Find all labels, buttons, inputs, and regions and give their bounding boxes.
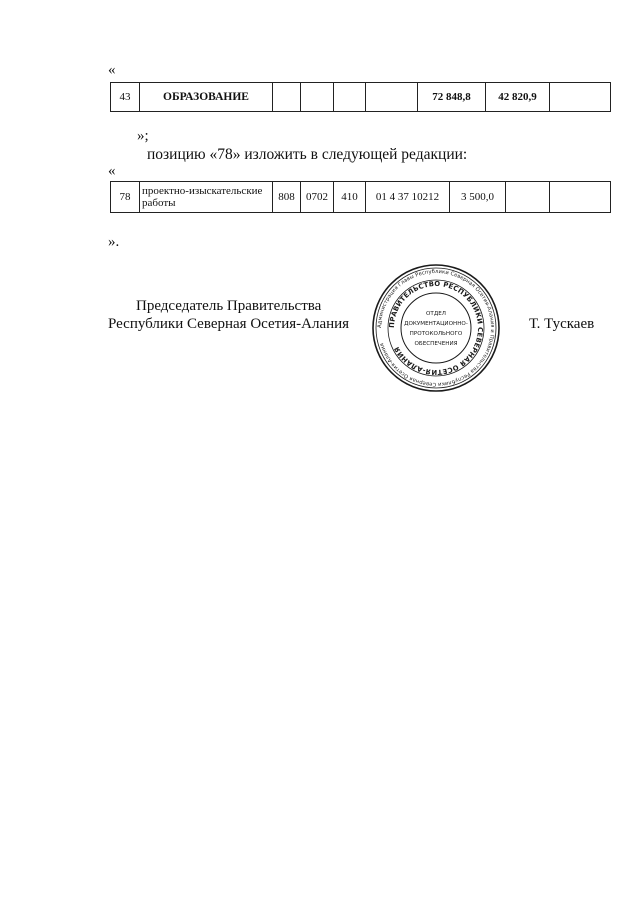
close-quote-1: »; [137,128,149,144]
table-row-43 [110,82,611,112]
seal-inner-text: ПРАВИТЕЛЬСТВО РЕСПУБЛИКИ СЕВЕРНАЯ ОСЕТИЯ-АЛАНИЯ [387,279,485,377]
cell-expense-type: 410 [334,182,366,213]
seal-center-line-4: ОБЕСПЕЧЕНИЯ [414,341,458,347]
cell-name: ОБРАЗОВАНИЕ [140,83,273,112]
official-seal [371,263,501,393]
open-quote-2: « [108,163,116,179]
table-row-78 [110,181,611,213]
cell-section: 0702 [301,182,334,213]
svg-text:ПРАВИТЕЛЬСТВО РЕСПУБЛИКИ СЕВЕР [388,280,484,376]
signatory-title-line1: Председатель Правительства [136,298,322,314]
cell-sum-1: 72 848,8 [418,83,486,112]
seal-center-line-3: ПРОТОКОЛЬНОГО [409,331,463,337]
signatory-name: Т. Тускаев [529,316,595,332]
seal-center-line-2: ДОКУМЕНТАЦИОННО- [404,321,468,327]
signatory-title-line2: Республики Северная Осетия-Алания [108,316,350,332]
seal-center-line-1: ОТДЕЛ [426,311,446,317]
cell-number: 78 [111,182,140,213]
seal-outer-text: Администрация Главы Республики Северная Осетия-Алания и Правительства Республики Северная Осетия-Алания [376,268,496,388]
cell-sum-3 [550,182,611,213]
instruction-text: позицию «78» изложить в следующей редакции: [147,146,468,163]
cell-sum-2 [506,182,550,213]
cell-sum-3 [550,83,611,112]
cell-ministry: 808 [273,182,301,213]
cell-target: 01 4 37 10212 [366,182,450,213]
cell-ministry [273,83,301,112]
open-quote-1: « [108,62,116,78]
cell-number: 43 [111,83,140,112]
cell-expense-type [334,83,366,112]
cell-sum-1: 3 500,0 [450,182,506,213]
close-quote-2: ». [108,234,120,250]
cell-sum-2: 42 820,9 [486,83,550,112]
cell-section [301,83,334,112]
cell-target [366,83,418,112]
cell-name: проектно-изыскательские работы [140,182,273,213]
